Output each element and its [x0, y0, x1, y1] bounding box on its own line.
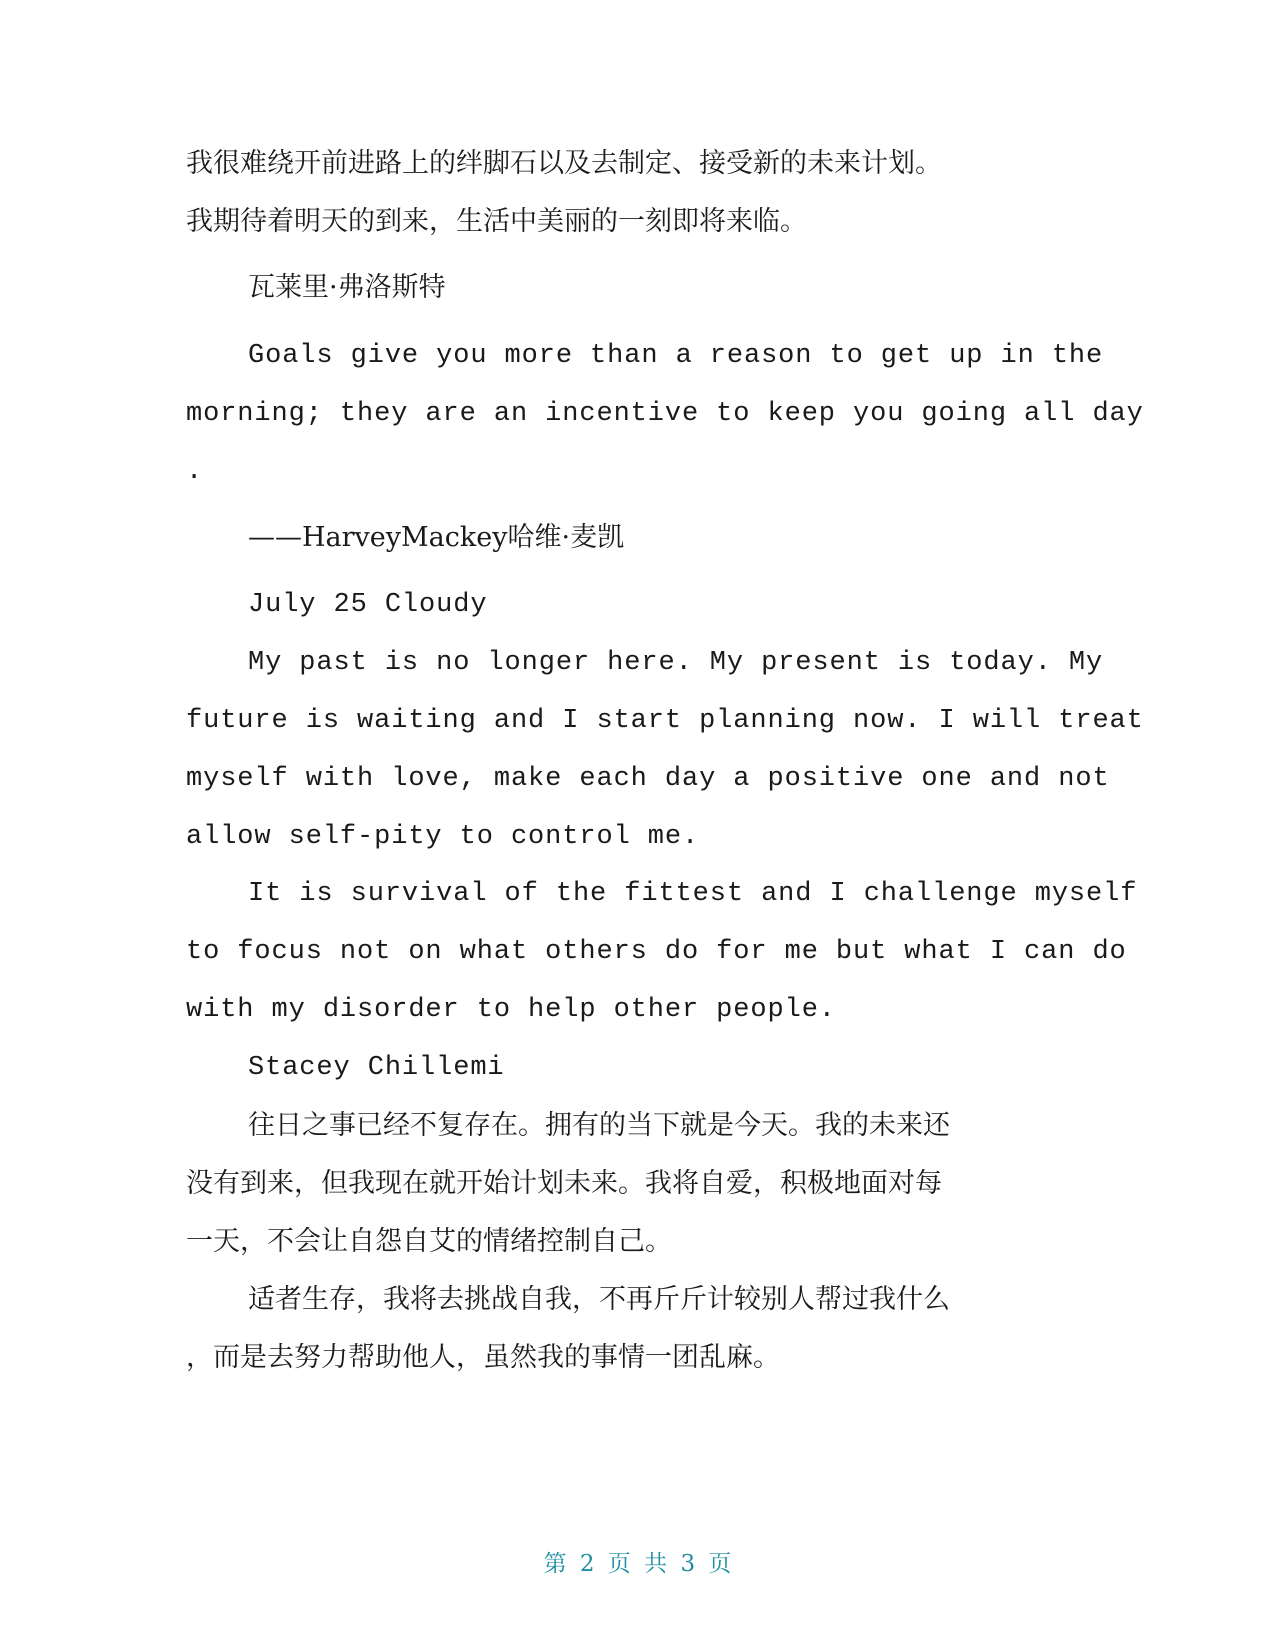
author-attribution: Stacey Chillemi: [248, 1053, 505, 1083]
page-footer: [0, 1548, 1275, 1580]
paragraph-line: ，而是去努力帮助他人，虽然我的事情一团乱麻。: [186, 1342, 780, 1373]
paragraph-line: 我期待着明天的到来，生活中美丽的一刻即将来临。: [186, 206, 807, 237]
paragraph-line: myself with love, make each day a positive one and not: [186, 764, 1110, 794]
paragraph-line: 往日之事已经不复存在。拥有的当下就是今天。我的未来还: [248, 1110, 950, 1141]
paragraph-line: 我很难绕开前进路上的绊脚石以及去制定、接受新的未来计划。: [186, 148, 942, 179]
author-attribution: ——HarveyMackey哈维·麦凯: [248, 522, 625, 553]
quote-line: morning; they are an incentive to keep you going all day: [186, 399, 1144, 429]
paragraph-line: future is waiting and I start planning now. I will treat: [186, 706, 1144, 736]
quote-line: Goals give you more than a reason to get up in the: [248, 341, 1104, 371]
page-number-current: 2: [579, 1551, 595, 1577]
paragraph-line: 适者生存，我将去挑战自我，不再斤斤计较别人帮过我什么: [248, 1284, 950, 1315]
paragraph-line: 没有到来，但我现在就开始计划未来。我将自爱，积极地面对每: [186, 1168, 942, 1199]
paragraph-line: 一天，不会让自怨自艾的情绪控制自己。: [186, 1226, 672, 1257]
page-label-mid: 页: [607, 1551, 631, 1577]
page-label-prefix: 第: [543, 1551, 567, 1577]
page-number-total: 3: [680, 1551, 696, 1577]
quote-line: .: [186, 457, 204, 487]
paragraph-line: to focus not on what others do for me but what I can do: [186, 937, 1127, 967]
page-label-total-prefix: 共: [644, 1551, 668, 1577]
page-label-suffix: 页: [708, 1551, 732, 1577]
entry-date: July 25 Cloudy: [248, 590, 488, 620]
paragraph-line: My past is no longer here. My present is today. My: [248, 648, 1104, 678]
author-attribution: 瓦莱里·弗洛斯特: [248, 272, 446, 303]
paragraph-line: It is survival of the fittest and I challenge myself: [248, 879, 1138, 909]
paragraph-line: with my disorder to help other people.: [186, 995, 836, 1025]
paragraph-line: allow self-pity to control me.: [186, 822, 700, 852]
